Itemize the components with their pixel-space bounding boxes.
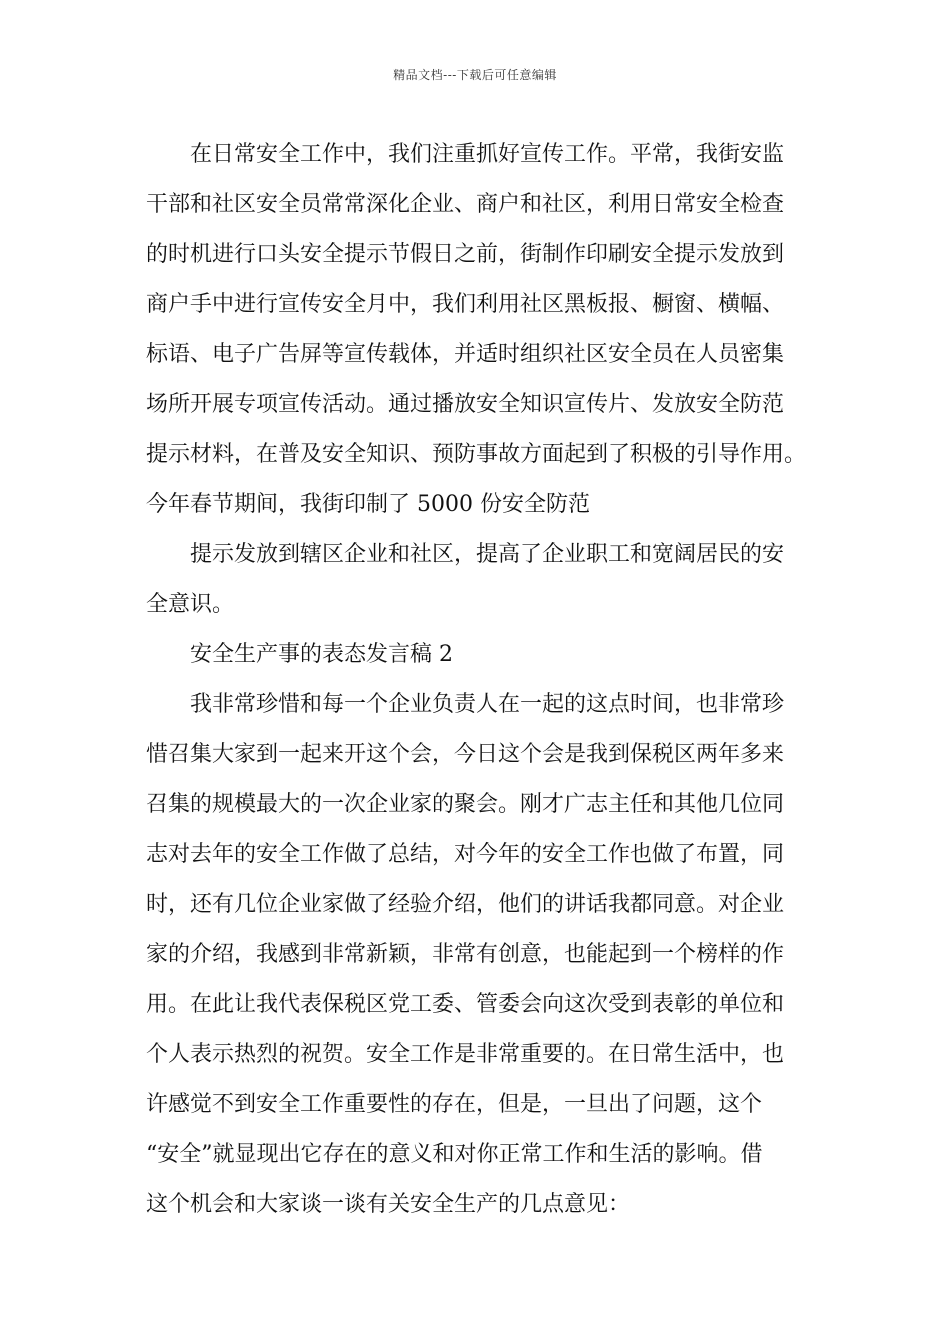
text-line: 用。在此让我代表保税区党工委、管委会向这次受到表彰的单位和 bbox=[146, 992, 785, 1017]
text-line: 个人表示热烈的祝贺。安全工作是非常重要的。在日常生活中，也 bbox=[146, 1042, 785, 1067]
text-line: 惜召集大家到一起来开这个会，今日这个会是我到保税区两年多来 bbox=[146, 742, 785, 767]
page-header: 精品文档---下载后可任意编辑 bbox=[393, 68, 557, 82]
text-line: 召集的规模最大的一次企业家的聚会。刚才广志主任和其他几位同 bbox=[146, 792, 785, 817]
text-line: 标语、电子广告屏等宣传载体，并适时组织社区安全员在人员密集 bbox=[146, 342, 785, 367]
text-line: 家的介绍，我感到非常新颖，非常有创意，也能起到一个榜样的作 bbox=[146, 942, 785, 967]
document-body bbox=[146, 130, 826, 1230]
section-title bbox=[146, 630, 826, 680]
text-line: 今年春节期间，我街印制了 5000 份安全防范 bbox=[146, 492, 590, 517]
text-line: 志对去年的安全工作做了总结，对今年的安全工作也做了布置，同 bbox=[146, 842, 785, 867]
text-line: 全意识。 bbox=[146, 592, 235, 617]
text-line: 许感觉不到安全工作重要性的存在，但是，一旦出了问题，这个 bbox=[146, 1092, 763, 1117]
text-line: 商户手中进行宣传安全月中，我们利用社区黑板报、橱窗、横幅、 bbox=[146, 292, 785, 317]
text-line: 时，还有几位企业家做了经验介绍，他们的讲话我都同意。对企业 bbox=[146, 892, 785, 917]
text-line: 场所开展专项宣传活动。通过播放安全知识宣传片、发放安全防范 bbox=[146, 392, 785, 417]
text-line: 干部和社区安全员常常深化企业、商户和社区，利用日常安全检查 bbox=[146, 192, 785, 217]
section-title-text: 安全生产事的表态发言稿 2 bbox=[190, 642, 453, 667]
text-line: 提示发放到辖区企业和社区，提高了企业职工和宽阔居民的安 bbox=[190, 542, 785, 567]
text-line: 提示材料，在普及安全知识、预防事故方面起到了积极的引导作用。 bbox=[146, 442, 807, 467]
paragraph-2 bbox=[146, 530, 826, 630]
text-line: 的时机进行口头安全提示节假日之前，街制作印刷安全提示发放到 bbox=[146, 242, 785, 267]
text-line: “安全”就显现出它存在的意义和对你正常工作和生活的影响。借 bbox=[146, 1142, 763, 1167]
paragraph-1 bbox=[146, 130, 826, 530]
text-line: 这个机会和大家谈一谈有关安全生产的几点意见： bbox=[146, 1192, 631, 1217]
text-line: 我非常珍惜和每一个企业负责人在一起的这点时间，也非常珍 bbox=[190, 692, 785, 717]
paragraph-4 bbox=[146, 680, 826, 1230]
text-line: 在日常安全工作中，我们注重抓好宣传工作。平常，我街安监 bbox=[190, 142, 785, 167]
